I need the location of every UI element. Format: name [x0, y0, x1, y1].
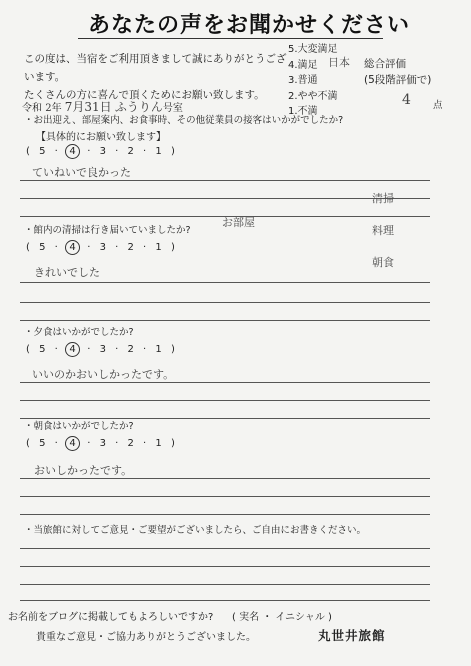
date-era: 令和	[22, 103, 42, 114]
rating-option[interactable]: 1	[155, 242, 162, 253]
rating-cleaning[interactable]: ( 5 · 4 · 3 · 2 · 1 )	[26, 242, 175, 253]
rating-option[interactable]: 5	[39, 146, 46, 157]
intro-line-2: たくさんの方に喜んで頂くためにお願い致します。	[24, 89, 265, 101]
answer-line	[20, 548, 430, 549]
margin-note-top: 日本	[328, 56, 350, 69]
rating-option[interactable]: 3	[99, 242, 106, 253]
overall-score-unit: 点	[433, 100, 443, 111]
scale-1: 1.不満	[288, 106, 318, 117]
rating-option[interactable]: 2	[127, 344, 134, 355]
rating-service[interactable]: ( 5 · 4 · 3 · 2 · 1 )	[26, 146, 175, 157]
date-year[interactable]: 2	[45, 103, 52, 114]
rating-option[interactable]: 2	[127, 242, 134, 253]
rating-option-selected[interactable]: 4	[65, 144, 80, 159]
answer-line	[20, 198, 430, 199]
rating-breakfast[interactable]: ( 5 · 4 · 3 · 2 · 1 )	[26, 438, 175, 449]
scale-3: 3.普通	[288, 75, 318, 86]
rating-option[interactable]: 3	[99, 344, 106, 355]
answer-line	[20, 418, 430, 419]
room-name[interactable]: ふうりん	[114, 100, 163, 114]
overall-rating-block	[364, 56, 431, 88]
margin-note-cleaning: 清掃	[372, 192, 394, 205]
rating-option[interactable]: 1	[155, 438, 162, 449]
rating-dinner[interactable]: ( 5 · 4 · 3 · 2 · 1 )	[26, 344, 175, 355]
question-dinner: ・夕食はいかがでしたか?	[24, 327, 134, 338]
question-breakfast: ・朝食はいかがでしたか?	[24, 421, 134, 432]
scale-2: 2.やや不満	[288, 90, 338, 102]
answer-service[interactable]: ていねいで良かった	[32, 166, 131, 179]
answer-breakfast[interactable]: おいしかったです。	[34, 464, 133, 477]
answer-cleaning[interactable]: きれいでした	[34, 266, 100, 279]
blog-question: お名前をブログに掲載してもよろしいですか?	[8, 612, 214, 623]
answer-line	[20, 600, 430, 601]
answer-line	[20, 566, 430, 567]
answer-line	[20, 282, 430, 283]
rating-option-selected[interactable]: 4	[65, 240, 80, 255]
answer-line	[20, 514, 430, 515]
margin-note-room: お部屋	[222, 216, 255, 229]
rating-option-selected[interactable]: 4	[65, 436, 80, 451]
title-underline	[78, 38, 383, 39]
rating-option[interactable]: 5	[39, 438, 46, 449]
overall-label: 総合評価	[364, 58, 406, 70]
rating-option[interactable]: 3	[99, 146, 106, 157]
overall-sub: (5段階評価で)	[364, 74, 432, 86]
specific-request-label: 【具体的にお願い致します】	[36, 132, 166, 143]
answer-line	[20, 400, 430, 401]
date-year-unit: 年	[51, 103, 62, 114]
intro-text	[24, 50, 294, 104]
answer-dinner[interactable]: いいのかおいしかったです。	[32, 368, 175, 381]
question-service: ・お出迎え、部屋案内、お食事時、その他従業員の接客はいかがでしたか?	[24, 115, 344, 126]
rating-option[interactable]: 1	[155, 146, 162, 157]
rating-option[interactable]: 2	[127, 438, 134, 449]
intro-line-1: この度は、当宿をご利用頂きまして誠にありがとうございます。	[24, 53, 287, 83]
scale-5: 5.大変満足	[288, 44, 338, 55]
inn-name: 丸世井旅館	[318, 628, 386, 643]
blog-name-options[interactable]: ( 実名 ・ イニシャル )	[232, 612, 332, 623]
rating-option[interactable]: 2	[127, 146, 134, 157]
margin-note-food: 料理	[372, 224, 394, 237]
stay-date	[22, 98, 183, 115]
answer-line	[20, 302, 430, 303]
room-suffix: 号室	[162, 103, 183, 114]
page-title: あなたの声をお聞かせください	[88, 13, 411, 38]
answer-line	[20, 320, 430, 321]
thanks-message: 貴重なご意見・ご協力ありがとうございました。	[36, 632, 256, 643]
rating-option[interactable]: 5	[39, 344, 46, 355]
answer-line	[20, 180, 430, 181]
rating-option[interactable]: 1	[155, 344, 162, 355]
rating-option-selected[interactable]: 4	[65, 342, 80, 357]
overall-score[interactable]: 4	[402, 92, 411, 108]
rating-option[interactable]: 3	[99, 438, 106, 449]
question-cleaning: ・館内の清掃は行き届いていましたか?	[24, 225, 191, 236]
scale-4: 4.満足	[288, 59, 318, 71]
date-month-day[interactable]: 7月31日	[64, 100, 112, 114]
answer-line	[20, 584, 430, 585]
answer-line	[20, 382, 430, 383]
margin-note-breakfast: 朝食	[372, 256, 394, 269]
question-feedback: ・当旅館に対してご意見・ご要望がございましたら、ご自由にお書きください。	[24, 525, 367, 536]
rating-option[interactable]: 5	[39, 242, 46, 253]
answer-line	[20, 496, 430, 497]
answer-line	[20, 478, 430, 479]
